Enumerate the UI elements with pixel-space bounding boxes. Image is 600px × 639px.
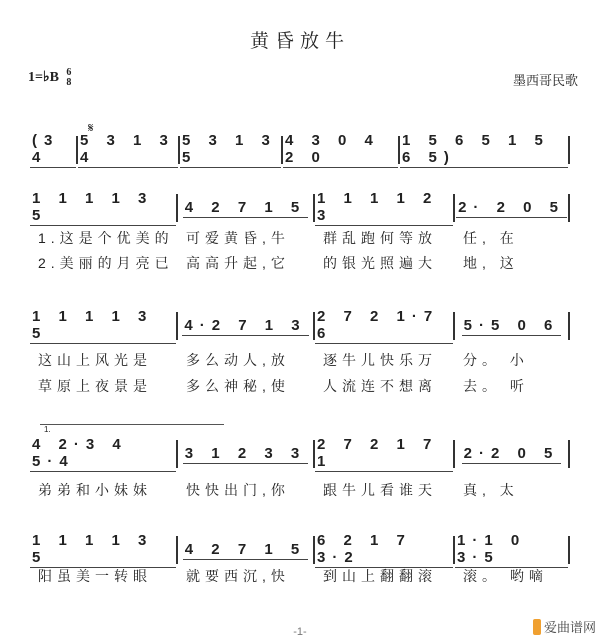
lyric: 可爱黄昏,牛 — [186, 230, 290, 246]
lyric: 人流连不想离 — [323, 378, 437, 394]
lyric: 2.美丽的月亮已 — [38, 255, 174, 271]
measure-notes: 4·2 7 1 3 — [184, 316, 307, 334]
measure-notes: 5 3 1 3 5 — [180, 132, 281, 168]
key-tonic: 1=♭B — [28, 70, 59, 86]
measure — [78, 132, 180, 166]
measure — [455, 312, 570, 340]
lyrics-line — [30, 480, 570, 500]
measure — [455, 440, 570, 468]
measure — [30, 190, 178, 224]
measure-notes: 1 1 1 1 3 5 — [30, 532, 176, 568]
measure — [315, 436, 455, 470]
lyrics-line — [30, 228, 570, 248]
lyric: 1.这是个优美的 — [38, 230, 174, 246]
measure-notes: 3 1 2 3 3 — [184, 444, 307, 462]
measure — [315, 532, 455, 566]
measure-notes: 4 2·3 4 5·4 — [30, 436, 176, 472]
measure — [455, 532, 570, 566]
measure-notes: 1 5 6 5 1 5 6 5) — [400, 132, 568, 168]
measure-notes: 4 3 0 4 2 0 — [283, 132, 398, 168]
segno-icon: 𝄋 — [88, 120, 94, 135]
lyric: 多么神秘,使 — [186, 378, 290, 394]
lyric: 快快出门,你 — [186, 482, 290, 498]
watermark-logo — [533, 617, 596, 636]
measure — [283, 132, 400, 166]
time-top: 6 — [66, 67, 72, 78]
lyrics-line — [30, 566, 570, 586]
lyric: 去。 听 — [463, 378, 529, 394]
lyric: 逐牛儿快乐万 — [323, 352, 437, 368]
lyrics-line — [30, 350, 570, 370]
intro-system — [30, 132, 570, 166]
measure — [315, 308, 455, 342]
measure — [30, 308, 178, 342]
measure — [400, 132, 570, 166]
lyric: 就要西沉,快 — [186, 568, 290, 584]
measure-notes: 5·5 0 6 — [463, 316, 560, 334]
measure — [30, 132, 78, 166]
page-number: -1- — [293, 626, 307, 638]
lyric: 分。 小 — [463, 352, 529, 368]
lyric: 群乱跑何等放 — [323, 230, 437, 246]
lyrics-line — [30, 253, 570, 273]
measure-notes: 1·1 0 3·5 — [455, 532, 568, 568]
measure-notes: 6 2 1 7 3·2 — [315, 532, 453, 568]
lyric: 这山上风光是 — [38, 352, 152, 368]
measure-notes: 2 7 2 1 7 1 — [315, 436, 453, 472]
measure-notes: 2 7 2 1·7 6 — [315, 308, 453, 344]
lyric: 草原上夜景是 — [38, 378, 152, 394]
music-note-icon — [533, 619, 541, 635]
lyric: 多么动人,放 — [186, 352, 290, 368]
measure-notes: 2·2 0 5 — [463, 444, 560, 462]
measure — [30, 532, 178, 566]
system-notes — [30, 532, 570, 566]
lyric: 弟弟和小妹妹 — [38, 482, 152, 498]
measure-notes: 4 2 7 1 5 — [184, 540, 307, 558]
lyric: 跟牛儿看谁天 — [323, 482, 437, 498]
lyrics-line — [30, 376, 570, 396]
watermark-text: 爱曲谱网 — [543, 620, 596, 635]
volta-bracket: 1. — [40, 424, 224, 434]
lyric: 任, 在 — [463, 230, 519, 246]
song-origin: 墨西哥民歌 — [512, 73, 578, 88]
time-bottom: 8 — [66, 77, 72, 88]
lyric: 地, 这 — [463, 255, 519, 271]
measure — [178, 194, 315, 222]
system-notes — [30, 436, 570, 470]
measure — [180, 132, 283, 166]
lyric: 高高升起,它 — [186, 255, 290, 271]
lyric: 阳虽美一转眼 — [38, 568, 152, 584]
lyric: 真, 太 — [463, 482, 519, 498]
measure-notes: 1 1 1 1 3 5 — [30, 308, 176, 344]
measure — [455, 194, 570, 222]
measure-notes: 1 1 1 1 3 5 — [30, 190, 176, 226]
lyric: 滚。 哟嘀 — [463, 568, 548, 584]
system-notes — [30, 190, 570, 224]
measure-notes: 2· 2 0 5 — [458, 198, 565, 216]
song-title: 黄昏放牛 — [249, 30, 350, 52]
system-notes — [30, 308, 570, 342]
measure — [315, 190, 455, 224]
measure-notes: 1 1 1 1 2 3 — [315, 190, 453, 226]
measure — [178, 312, 315, 340]
measure — [178, 440, 315, 468]
lyric: 的银光照遍大 — [323, 255, 437, 271]
measure — [178, 536, 315, 564]
time-signature — [66, 68, 71, 88]
key-signature — [28, 68, 71, 88]
measure-notes: (3 4 — [30, 132, 76, 168]
measure-notes: 5 3 1 3 4 — [78, 132, 178, 168]
measure-notes: 4 2 7 1 5 — [184, 198, 307, 216]
lyric: 到山上翻翻滚 — [323, 568, 437, 584]
measure — [30, 436, 178, 470]
